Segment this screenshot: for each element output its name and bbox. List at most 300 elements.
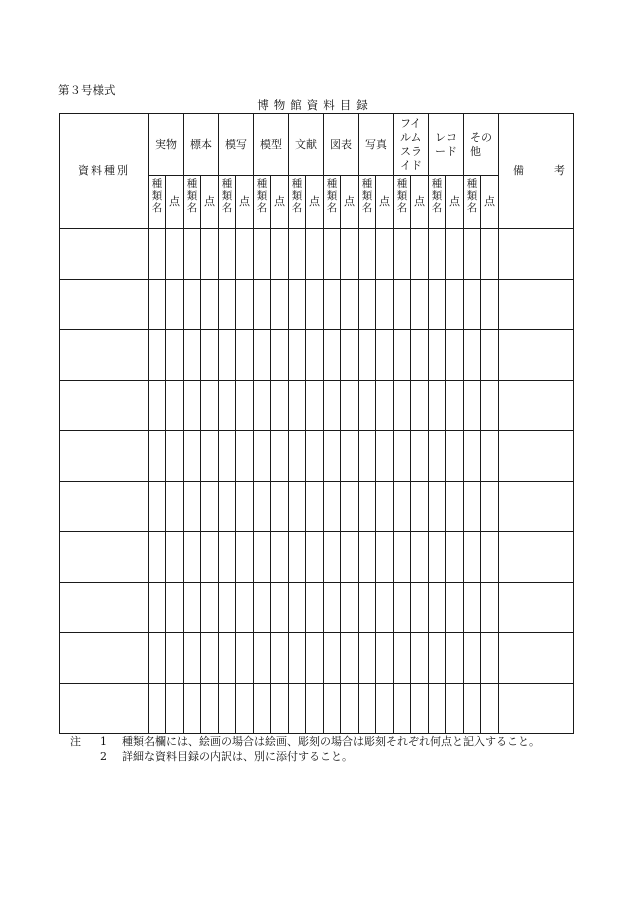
table-row [60,481,574,532]
table-cell[interactable] [376,582,394,633]
table-cell[interactable] [149,582,166,633]
table-cell[interactable] [429,330,446,381]
table-cell[interactable] [446,229,464,280]
table-cell[interactable] [481,532,499,583]
group-header-line: 模型 [260,137,282,151]
table-cell[interactable] [481,279,499,330]
group-header-cell [149,114,184,176]
table-cell[interactable] [166,380,184,431]
table-cell[interactable] [289,380,306,431]
table-cell[interactable] [446,683,464,734]
table-cell[interactable] [324,229,341,280]
table-cell[interactable] [60,380,149,431]
table-cell[interactable] [324,431,341,482]
group-header-line: フイ [400,116,422,130]
sub-header-name: 種類名 [219,176,236,229]
table-cell[interactable] [499,582,574,633]
table-cell[interactable] [289,481,306,532]
table-cell[interactable] [359,683,376,734]
table-cell[interactable] [271,683,289,734]
table-cell[interactable] [481,380,499,431]
table-cell[interactable] [446,633,464,684]
table-cell[interactable] [376,431,394,482]
table-cell[interactable] [359,229,376,280]
table-cell[interactable] [324,330,341,381]
table-cell[interactable] [184,380,201,431]
table-cell[interactable] [341,683,359,734]
table-cell[interactable] [359,532,376,583]
remarks-header-left: 備 [513,164,524,177]
sub-header-count: 点 [446,176,464,229]
table-cell[interactable] [306,330,324,381]
table-cell[interactable] [464,633,481,684]
table-cell[interactable] [359,330,376,381]
table-cell[interactable] [446,532,464,583]
note-text: 種類名欄には、絵画の場合は絵画、彫刻の場合は彫刻それぞれ何点と記入すること。 [122,735,540,748]
table-cell[interactable] [184,582,201,633]
table-cell[interactable] [289,279,306,330]
table-cell[interactable] [166,633,184,684]
table-cell[interactable] [166,582,184,633]
table-cell[interactable] [341,431,359,482]
group-header [365,138,387,152]
table-cell[interactable] [289,330,306,381]
table-cell[interactable] [499,330,574,381]
table-cell[interactable] [236,330,254,381]
table-cell[interactable] [411,532,429,583]
table-cell[interactable] [60,330,149,381]
table-cell[interactable] [201,481,219,532]
table-cell[interactable] [324,532,341,583]
group-header-line: イド [400,158,422,172]
table-cell[interactable] [464,380,481,431]
table-cell[interactable] [394,380,411,431]
table-cell[interactable] [411,279,429,330]
table-cell[interactable] [481,330,499,381]
table-cell[interactable] [149,330,166,381]
table-cell[interactable] [446,431,464,482]
table-cell[interactable] [149,683,166,734]
group-header-line: 他 [470,144,481,158]
group-header [470,131,492,159]
table-cell[interactable] [481,582,499,633]
table-row [60,532,574,583]
table-cell[interactable] [149,380,166,431]
table-cell[interactable] [60,481,149,532]
table-cell[interactable] [481,683,499,734]
table-cell[interactable] [341,229,359,280]
group-header-line: 標本 [190,137,212,151]
table-cell[interactable] [254,683,271,734]
group-header [330,138,352,152]
table-cell[interactable] [289,431,306,482]
table-cell[interactable] [464,229,481,280]
table-cell[interactable] [254,431,271,482]
group-header-line: 文献 [295,137,317,151]
table-row [60,380,574,431]
group-header-line: ルム [400,130,422,144]
table-cell[interactable] [394,279,411,330]
table-cell[interactable] [289,532,306,583]
table-cell[interactable] [411,330,429,381]
table-cell[interactable] [446,481,464,532]
table-cell[interactable] [341,582,359,633]
table-cell[interactable] [376,481,394,532]
museum-catalog-table [59,113,574,734]
table-cell[interactable] [464,431,481,482]
table-cell[interactable] [394,229,411,280]
table-cell[interactable] [341,279,359,330]
table-cell[interactable] [149,229,166,280]
table-cell[interactable] [341,481,359,532]
table-cell[interactable] [149,532,166,583]
group-header [295,138,317,152]
note-number: 2 [100,750,107,763]
notes-block [70,734,540,764]
note-1 [70,734,540,749]
table-cell[interactable] [481,229,499,280]
table-cell[interactable] [324,279,341,330]
table-cell[interactable] [464,481,481,532]
table-cell[interactable] [219,330,236,381]
table-cell[interactable] [394,633,411,684]
table-row [60,633,574,684]
sub-header-count: 点 [481,176,499,229]
table-cell[interactable] [184,330,201,381]
group-header [190,138,212,152]
table-cell[interactable] [271,582,289,633]
sub-header-name: 種類名 [184,176,201,229]
remarks-header [499,164,573,178]
table-cell[interactable] [149,481,166,532]
table-cell[interactable] [254,380,271,431]
table-cell[interactable] [201,683,219,734]
table-row [60,582,574,633]
table-cell[interactable] [359,481,376,532]
table-cell[interactable] [201,229,219,280]
table-cell[interactable] [411,380,429,431]
table-cell[interactable] [236,683,254,734]
table-cell[interactable] [184,683,201,734]
table-cell[interactable] [411,582,429,633]
table-cell[interactable] [429,481,446,532]
table-cell[interactable] [271,481,289,532]
table-cell[interactable] [341,633,359,684]
table-cell[interactable] [254,633,271,684]
table-cell[interactable] [184,279,201,330]
table-cell[interactable] [201,380,219,431]
table-cell[interactable] [149,633,166,684]
table-cell[interactable] [306,633,324,684]
table-cell[interactable] [289,582,306,633]
table-cell[interactable] [499,279,574,330]
table-cell[interactable] [184,481,201,532]
table-cell[interactable] [376,633,394,684]
table-cell[interactable] [306,380,324,431]
table-cell[interactable] [394,582,411,633]
table-cell[interactable] [411,431,429,482]
sub-header-name: 種類名 [359,176,376,229]
sub-header-name: 種類名 [254,176,271,229]
sub-header-count: 点 [201,176,219,229]
sub-header-count: 点 [341,176,359,229]
group-header [435,131,457,159]
table-cell[interactable] [394,330,411,381]
table-cell[interactable] [219,683,236,734]
group-header [225,138,247,152]
remarks-header-right: 考 [554,164,565,177]
table-cell[interactable] [254,582,271,633]
sub-header-count: 点 [376,176,394,229]
table-cell[interactable] [184,431,201,482]
table-cell[interactable] [271,532,289,583]
group-header-cell [324,114,359,176]
table-cell[interactable] [271,330,289,381]
table-cell[interactable] [236,431,254,482]
table-cell[interactable] [184,532,201,583]
table-cell[interactable] [219,279,236,330]
table-cell[interactable] [236,279,254,330]
table-cell[interactable] [306,229,324,280]
table-cell[interactable] [60,229,149,280]
group-header [260,138,282,152]
table-cell[interactable] [376,380,394,431]
table-cell[interactable] [394,431,411,482]
sub-header-name: 種類名 [324,176,341,229]
table-cell[interactable] [446,380,464,431]
group-header-cell [254,114,289,176]
table-cell[interactable] [306,279,324,330]
table-cell[interactable] [201,431,219,482]
table-cell[interactable] [411,633,429,684]
notes-prefix: 注 [70,735,81,748]
table-cell[interactable] [359,582,376,633]
table-cell[interactable] [359,279,376,330]
table-cell[interactable] [254,229,271,280]
table-cell[interactable] [184,633,201,684]
table-cell[interactable] [499,683,574,734]
table-cell[interactable] [60,633,149,684]
note-2 [70,749,540,764]
table-cell[interactable] [341,380,359,431]
table-cell[interactable] [219,532,236,583]
table-cell[interactable] [324,481,341,532]
table-cell[interactable] [236,582,254,633]
form-number: 第３号様式 [58,83,116,97]
table-row [60,431,574,482]
sub-header-name: 種類名 [149,176,166,229]
table-row [60,683,574,734]
sub-header-count: 点 [411,176,429,229]
table-cell[interactable] [166,481,184,532]
group-header-cell [359,114,394,176]
table-cell[interactable] [376,330,394,381]
table-cell[interactable] [236,633,254,684]
remarks-header-cell [499,114,574,229]
table-cell[interactable] [499,633,574,684]
table-cell[interactable] [166,532,184,583]
table-cell[interactable] [306,532,324,583]
group-header-line: その [470,130,492,144]
table-cell[interactable] [394,481,411,532]
sub-header-name: 種類名 [394,176,411,229]
table-cell[interactable] [60,431,149,482]
table-cell[interactable] [394,683,411,734]
table-cell[interactable] [219,229,236,280]
table-cell[interactable] [201,279,219,330]
category-header: 資料種別 [78,164,130,177]
table-cell[interactable] [254,279,271,330]
table-cell[interactable] [149,431,166,482]
table-cell[interactable] [254,532,271,583]
table-cell[interactable] [446,582,464,633]
table-cell[interactable] [446,279,464,330]
table-cell[interactable] [411,683,429,734]
table-cell[interactable] [219,481,236,532]
table-cell[interactable] [306,582,324,633]
table-cell[interactable] [201,633,219,684]
table-cell[interactable] [341,330,359,381]
table-cell[interactable] [271,633,289,684]
table-cell[interactable] [341,532,359,583]
table-cell[interactable] [236,229,254,280]
table-cell[interactable] [60,532,149,583]
table-cell[interactable] [481,481,499,532]
table-cell[interactable] [376,279,394,330]
table-cell[interactable] [60,582,149,633]
table-cell[interactable] [499,380,574,431]
table-cell[interactable] [219,633,236,684]
table-cell[interactable] [201,330,219,381]
table-cell[interactable] [446,330,464,381]
group-header-line: 写真 [365,137,387,151]
table-cell[interactable] [499,532,574,583]
table-cell[interactable] [429,380,446,431]
table-cell[interactable] [60,279,149,330]
sub-header-name: 種類名 [289,176,306,229]
category-header-cell [60,114,149,229]
table-cell[interactable] [254,481,271,532]
table-cell[interactable] [429,431,446,482]
sub-header-name: 種類名 [464,176,481,229]
table-cell[interactable] [411,229,429,280]
table-cell[interactable] [429,532,446,583]
table-cell[interactable] [219,380,236,431]
group-header-line: ード [435,144,457,158]
table-cell[interactable] [464,330,481,381]
sub-header-name: 種類名 [429,176,446,229]
table-cell[interactable] [324,683,341,734]
table-cell[interactable] [499,229,574,280]
group-header-cell [289,114,324,176]
sub-header-count: 点 [236,176,254,229]
table-cell[interactable] [271,431,289,482]
table-cell[interactable] [481,431,499,482]
table-cell[interactable] [429,582,446,633]
table-cell[interactable] [166,330,184,381]
table-cell[interactable] [271,229,289,280]
table-cell[interactable] [324,582,341,633]
table-cell[interactable] [324,633,341,684]
table-cell[interactable] [166,431,184,482]
table-cell[interactable] [149,279,166,330]
header-row-groups [60,114,574,176]
group-header-line: スラ [400,144,422,158]
table-cell[interactable] [166,279,184,330]
sub-header-count: 点 [271,176,289,229]
table-cell[interactable] [499,431,574,482]
table-row [60,229,574,280]
table-cell[interactable] [201,532,219,583]
group-header-cell [184,114,219,176]
table-row [60,279,574,330]
group-header-cell [464,114,499,176]
table-cell[interactable] [166,683,184,734]
table-cell[interactable] [359,431,376,482]
table-row [60,330,574,381]
table-cell[interactable] [236,481,254,532]
table-cell[interactable] [376,229,394,280]
table-cell[interactable] [499,481,574,532]
table-cell[interactable] [236,532,254,583]
table-cell[interactable] [429,279,446,330]
table-cell[interactable] [219,431,236,482]
table-cell[interactable] [324,380,341,431]
table-cell[interactable] [236,380,254,431]
sub-header-count: 点 [166,176,184,229]
table-cell[interactable] [394,532,411,583]
sub-header-count: 点 [306,176,324,229]
table-cell[interactable] [306,683,324,734]
table-cell[interactable] [464,683,481,734]
document-title: 博物館資料目録 [257,98,373,112]
table-cell[interactable] [359,633,376,684]
table-cell[interactable] [359,380,376,431]
table-cell[interactable] [289,229,306,280]
table-cell[interactable] [219,582,236,633]
note-number: 1 [100,735,107,748]
group-header [400,117,422,173]
table-cell[interactable] [289,683,306,734]
table-cell[interactable] [306,431,324,482]
group-header-cell [219,114,254,176]
table-cell[interactable] [376,683,394,734]
table-cell[interactable] [376,532,394,583]
table-cell[interactable] [271,380,289,431]
table-cell[interactable] [481,633,499,684]
table-cell[interactable] [271,279,289,330]
table-cell[interactable] [289,633,306,684]
table-cell[interactable] [429,633,446,684]
group-header-cell [394,114,429,176]
table-cell[interactable] [411,481,429,532]
table-cell[interactable] [429,229,446,280]
table-cell[interactable] [306,481,324,532]
group-header-line: 図表 [330,137,352,151]
group-header-line: 模写 [225,137,247,151]
table-cell[interactable] [429,683,446,734]
group-header-cell [429,114,464,176]
group-header-line: レコ [435,130,457,144]
table-cell[interactable] [464,582,481,633]
table-cell[interactable] [254,330,271,381]
table-cell[interactable] [464,279,481,330]
table-cell[interactable] [184,229,201,280]
table-cell[interactable] [60,683,149,734]
table-cell[interactable] [201,582,219,633]
table-cell[interactable] [464,532,481,583]
table-cell[interactable] [166,229,184,280]
